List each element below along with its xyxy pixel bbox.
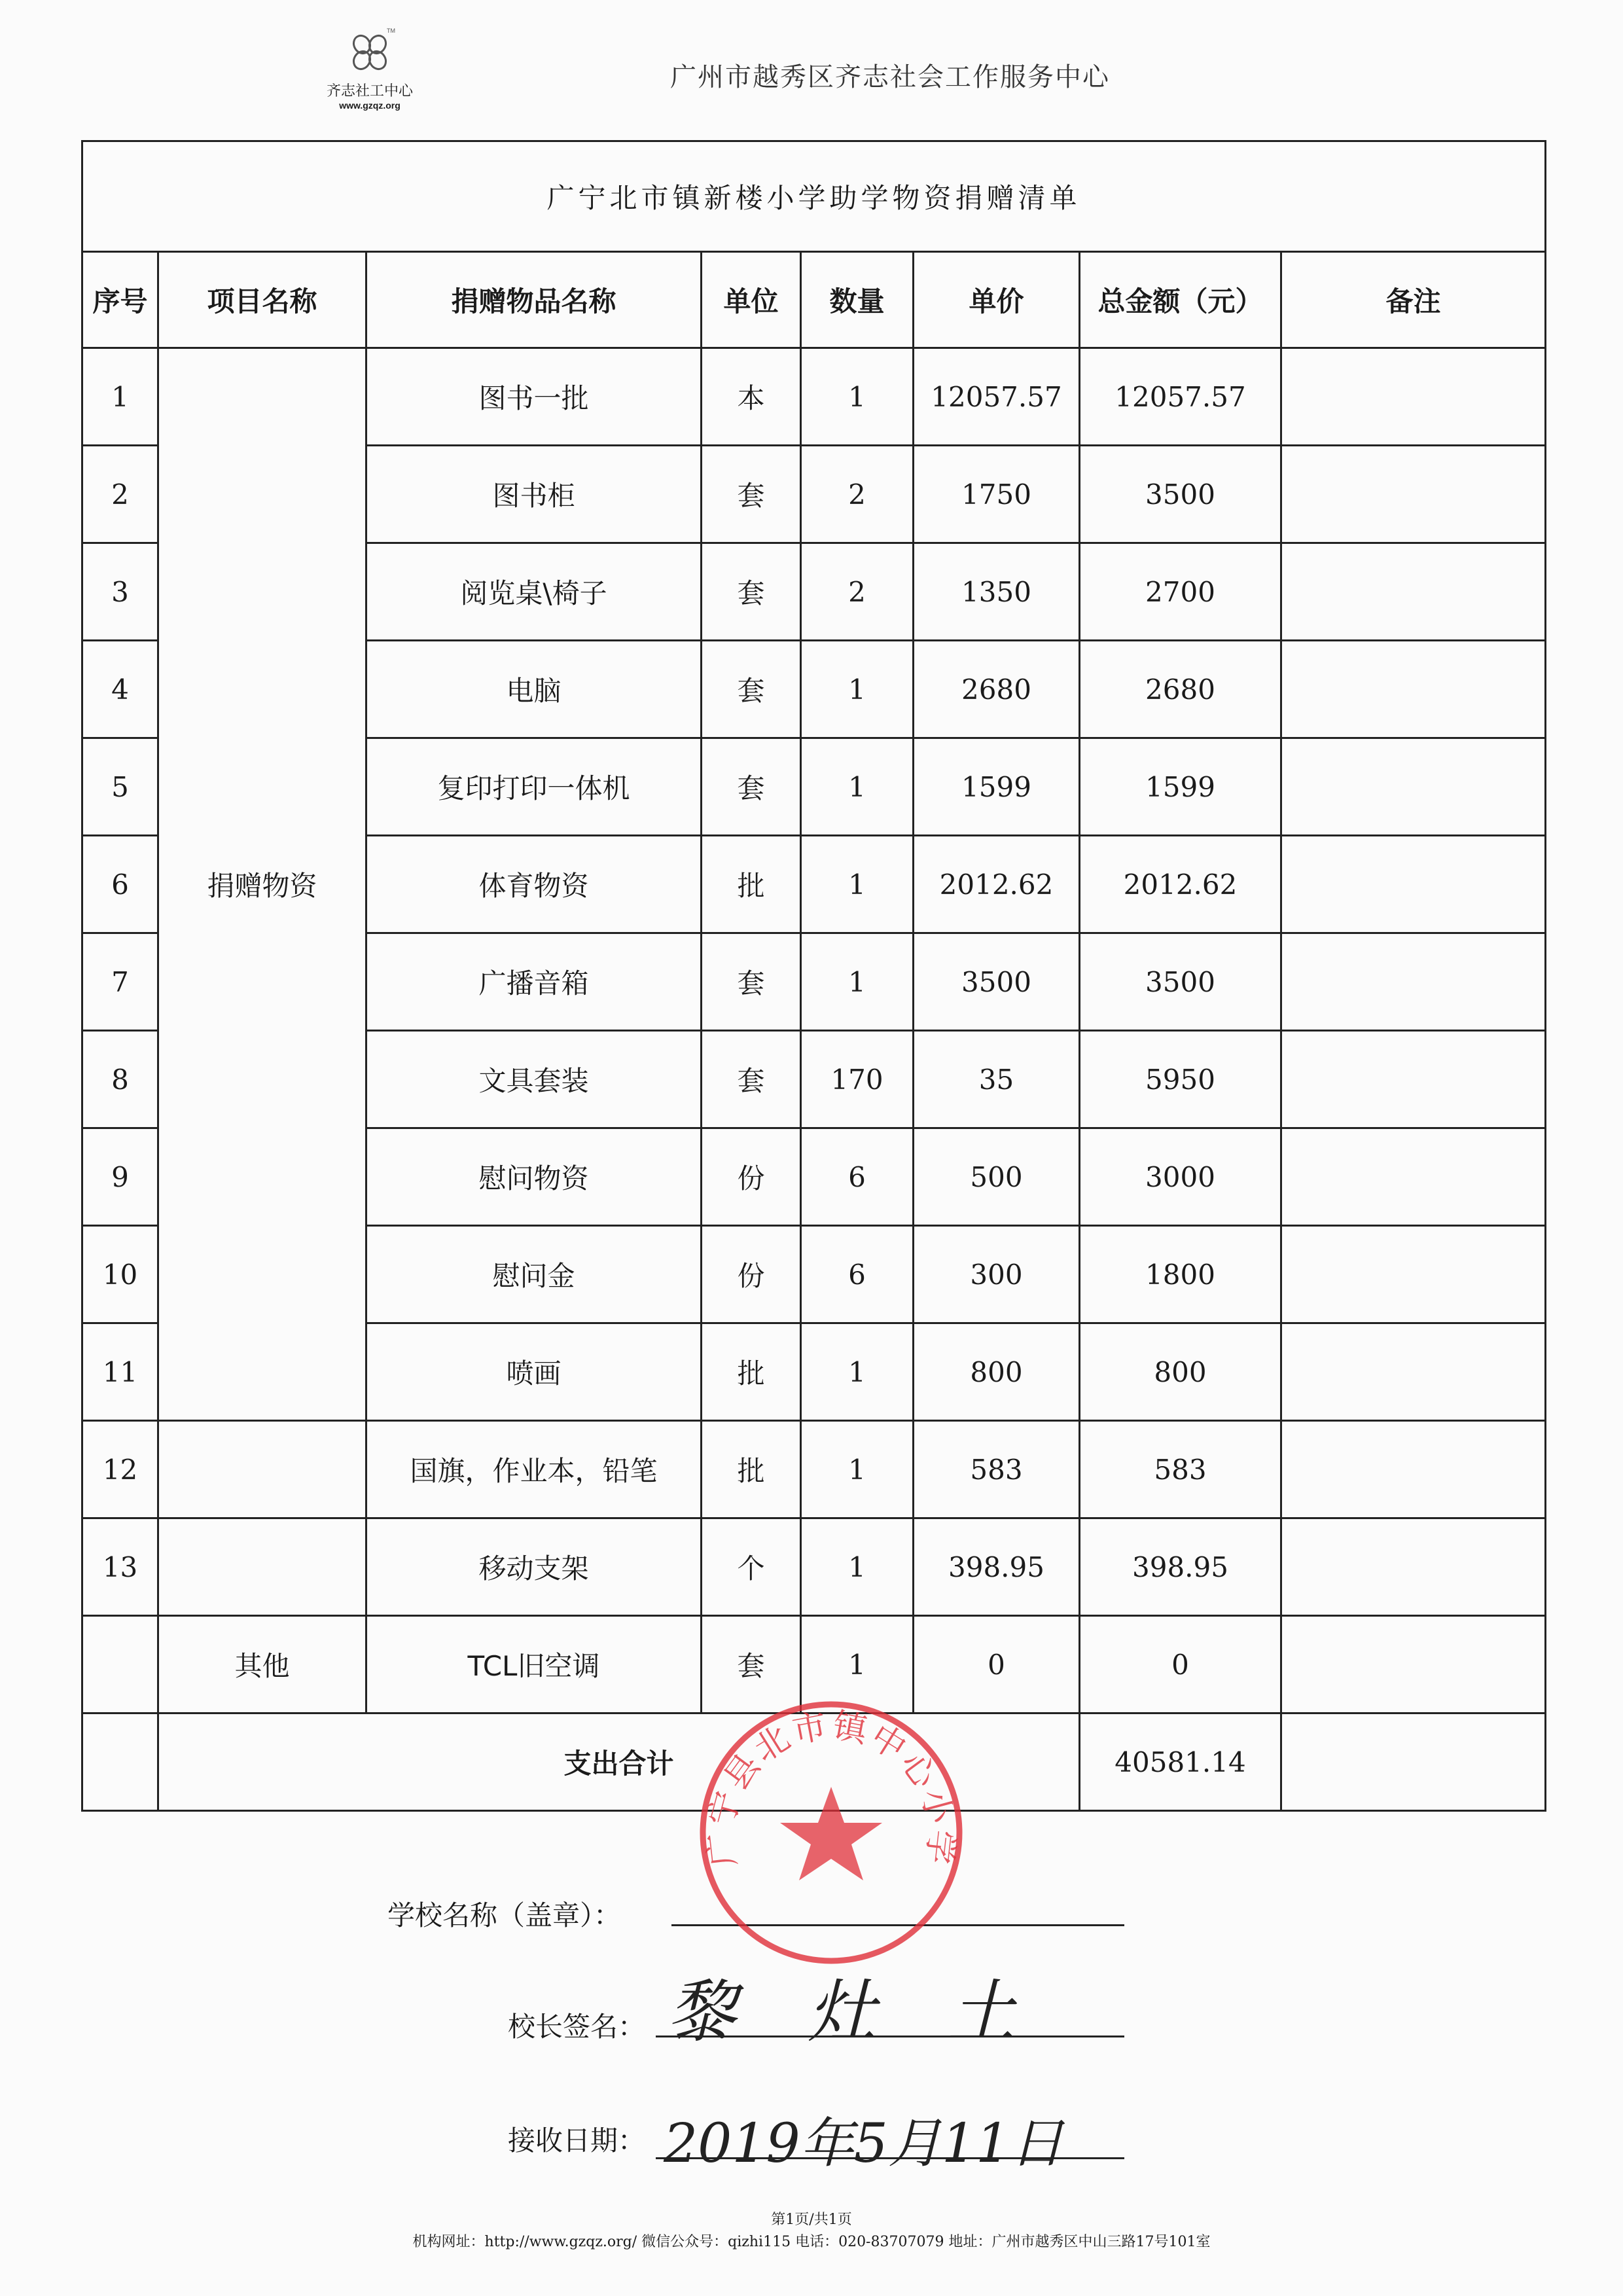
cell-note (1281, 1421, 1546, 1518)
cell-total: 800 (1080, 1323, 1281, 1421)
cell-total: 1800 (1080, 1226, 1281, 1323)
cell-price: 0 (914, 1616, 1080, 1713)
cell-unit: 份 (702, 1128, 801, 1226)
cell-unit: 套 (702, 1616, 801, 1713)
cell-no: 10 (82, 1226, 158, 1323)
column-header-note: 备注 (1281, 252, 1546, 348)
cell-price: 1350 (914, 543, 1080, 641)
cell-qty: 1 (801, 933, 914, 1031)
cell-note (1281, 1226, 1546, 1323)
cell-qty: 1 (801, 1421, 914, 1518)
cell-total: 2012.62 (1080, 836, 1281, 933)
cell-price: 398.95 (914, 1518, 1080, 1616)
cell-no: 1 (82, 348, 158, 446)
cell-price: 2012.62 (914, 836, 1080, 933)
cell-price: 500 (914, 1128, 1080, 1226)
cell-unit: 套 (702, 641, 801, 738)
principal-signature: 黎灶土 (668, 1972, 1088, 2052)
cell-unit: 批 (702, 836, 801, 933)
cell-note (1281, 1713, 1546, 1811)
cell-price: 1599 (914, 738, 1080, 836)
cell-category: 捐赠物资 (158, 348, 366, 1421)
cell-item: 体育物资 (366, 836, 702, 933)
cell-unit: 个 (702, 1518, 801, 1616)
cell-unit: 份 (702, 1226, 801, 1323)
cell-unit: 批 (702, 1323, 801, 1421)
column-header-item: 捐赠物品名称 (366, 252, 702, 348)
cell-note (1281, 1031, 1546, 1128)
cell-qty: 1 (801, 1323, 914, 1421)
cell-item: 国旗，作业本，铅笔 (366, 1421, 702, 1518)
cell-price: 300 (914, 1226, 1080, 1323)
cell-note (1281, 933, 1546, 1031)
cell-price: 12057.57 (914, 348, 1080, 446)
cell-total: 583 (1080, 1421, 1281, 1518)
cell-qty: 1 (801, 1616, 914, 1713)
donation-table (81, 140, 1546, 1812)
table-row (82, 348, 1546, 446)
cell-unit: 套 (702, 446, 801, 543)
cell-no: 7 (82, 933, 158, 1031)
seal-star-icon (780, 1787, 882, 1880)
cell-qty: 1 (801, 836, 914, 933)
cell-no: 2 (82, 446, 158, 543)
seal-text: 广宁县北市镇中心小学 (701, 1706, 961, 1869)
cell-price: 3500 (914, 933, 1080, 1031)
cell-total: 3000 (1080, 1128, 1281, 1226)
cell-qty: 2 (801, 446, 914, 543)
cell-price: 35 (914, 1031, 1080, 1128)
footer-contact: 机构网址：http://www.gzqz.org/ 微信公众号：qizhi115 电话：020-83707079 地址：广州市越秀区中山三路17号101室 (412, 2234, 1211, 2250)
cell-no (82, 1616, 158, 1713)
cell-note (1281, 348, 1546, 446)
date-label: 接收日期： (508, 2125, 646, 2157)
cell-note (1281, 1323, 1546, 1421)
cell-unit: 本 (702, 348, 801, 446)
cell-item: 复印打印一体机 (366, 738, 702, 836)
cell-item: 电脑 (366, 641, 702, 738)
column-header-qty: 数量 (801, 252, 914, 348)
cell-total: 12057.57 (1080, 348, 1281, 446)
cell-note (1281, 1128, 1546, 1226)
cell-price: 2680 (914, 641, 1080, 738)
cell-no: 3 (82, 543, 158, 641)
cell-qty: 1 (801, 641, 914, 738)
cell-category: 其他 (158, 1616, 366, 1713)
cell-no (82, 1713, 158, 1811)
total-label: 支出合计 (158, 1713, 1080, 1811)
logo-trademark: TM (387, 27, 395, 34)
cell-note (1281, 1518, 1546, 1616)
cell-price: 800 (914, 1323, 1080, 1421)
cell-category-empty (158, 1421, 366, 1518)
cell-category-empty (158, 1518, 366, 1616)
cell-item: 图书一批 (366, 348, 702, 446)
cell-total: 0 (1080, 1616, 1281, 1713)
cell-total: 1599 (1080, 738, 1281, 836)
column-header-unit: 单位 (702, 252, 801, 348)
cell-no: 12 (82, 1421, 158, 1518)
cell-note (1281, 1616, 1546, 1713)
org-header (0, 56, 1623, 94)
cell-item: 移动支架 (366, 1518, 702, 1616)
cell-no: 8 (82, 1031, 158, 1128)
org-name: 广州市越秀区齐志社会工作服务中心 (670, 62, 1110, 92)
cell-total: 398.95 (1080, 1518, 1281, 1616)
cell-price: 583 (914, 1421, 1080, 1518)
cell-total: 3500 (1080, 933, 1281, 1031)
cell-qty: 170 (801, 1031, 914, 1128)
cell-unit: 套 (702, 933, 801, 1031)
cell-item: 慰问金 (366, 1226, 702, 1323)
cell-note (1281, 738, 1546, 836)
page-number: 第1页/共1页 (771, 2212, 852, 2228)
logo-url: www.gzqz.org (339, 100, 401, 111)
cell-qty: 2 (801, 543, 914, 641)
date-value: 2019年5月11日 (664, 2113, 1064, 2175)
cell-qty: 1 (801, 348, 914, 446)
cell-unit: 套 (702, 543, 801, 641)
cell-item: 文具套装 (366, 1031, 702, 1128)
cell-note (1281, 446, 1546, 543)
cell-no: 11 (82, 1323, 158, 1421)
cell-total: 2700 (1080, 543, 1281, 641)
column-header-price: 单价 (914, 252, 1080, 348)
cell-unit: 批 (702, 1421, 801, 1518)
cell-qty: 6 (801, 1226, 914, 1323)
cell-qty: 1 (801, 738, 914, 836)
cell-item: 慰问物资 (366, 1128, 702, 1226)
cell-note (1281, 641, 1546, 738)
school-name-label: 学校名称（盖章）： (387, 1899, 622, 1931)
cell-qty: 1 (801, 1518, 914, 1616)
cell-unit: 套 (702, 738, 801, 836)
column-header-project: 项目名称 (158, 252, 366, 348)
cell-item: 广播音箱 (366, 933, 702, 1031)
cell-item: 阅览桌\椅子 (366, 543, 702, 641)
principal-label: 校长签名： (508, 2011, 646, 2043)
table-title: 广宁北市镇新楼小学助学物资捐赠清单 (82, 141, 1546, 252)
cell-no: 5 (82, 738, 158, 836)
cell-item: 图书柜 (366, 446, 702, 543)
cell-total: 2680 (1080, 641, 1281, 738)
cell-note (1281, 543, 1546, 641)
cell-item: TCL旧空调 (366, 1616, 702, 1713)
cell-price: 1750 (914, 446, 1080, 543)
logo-name: 齐志社工中心 (326, 83, 413, 99)
cell-qty: 6 (801, 1128, 914, 1226)
cell-total: 5950 (1080, 1031, 1281, 1128)
cell-no: 13 (82, 1518, 158, 1616)
cell-item: 喷画 (366, 1323, 702, 1421)
column-header-no: 序号 (82, 252, 158, 348)
table-row (82, 1518, 1546, 1616)
table-row (82, 1421, 1546, 1518)
cell-no: 4 (82, 641, 158, 738)
cell-no: 9 (82, 1128, 158, 1226)
total-value: 40581.14 (1080, 1713, 1281, 1811)
cell-no: 6 (82, 836, 158, 933)
column-header-total: 总金额（元） (1080, 252, 1281, 348)
school-seal (687, 1689, 975, 1977)
cell-note (1281, 836, 1546, 933)
cell-unit: 套 (702, 1031, 801, 1128)
cell-total: 3500 (1080, 446, 1281, 543)
